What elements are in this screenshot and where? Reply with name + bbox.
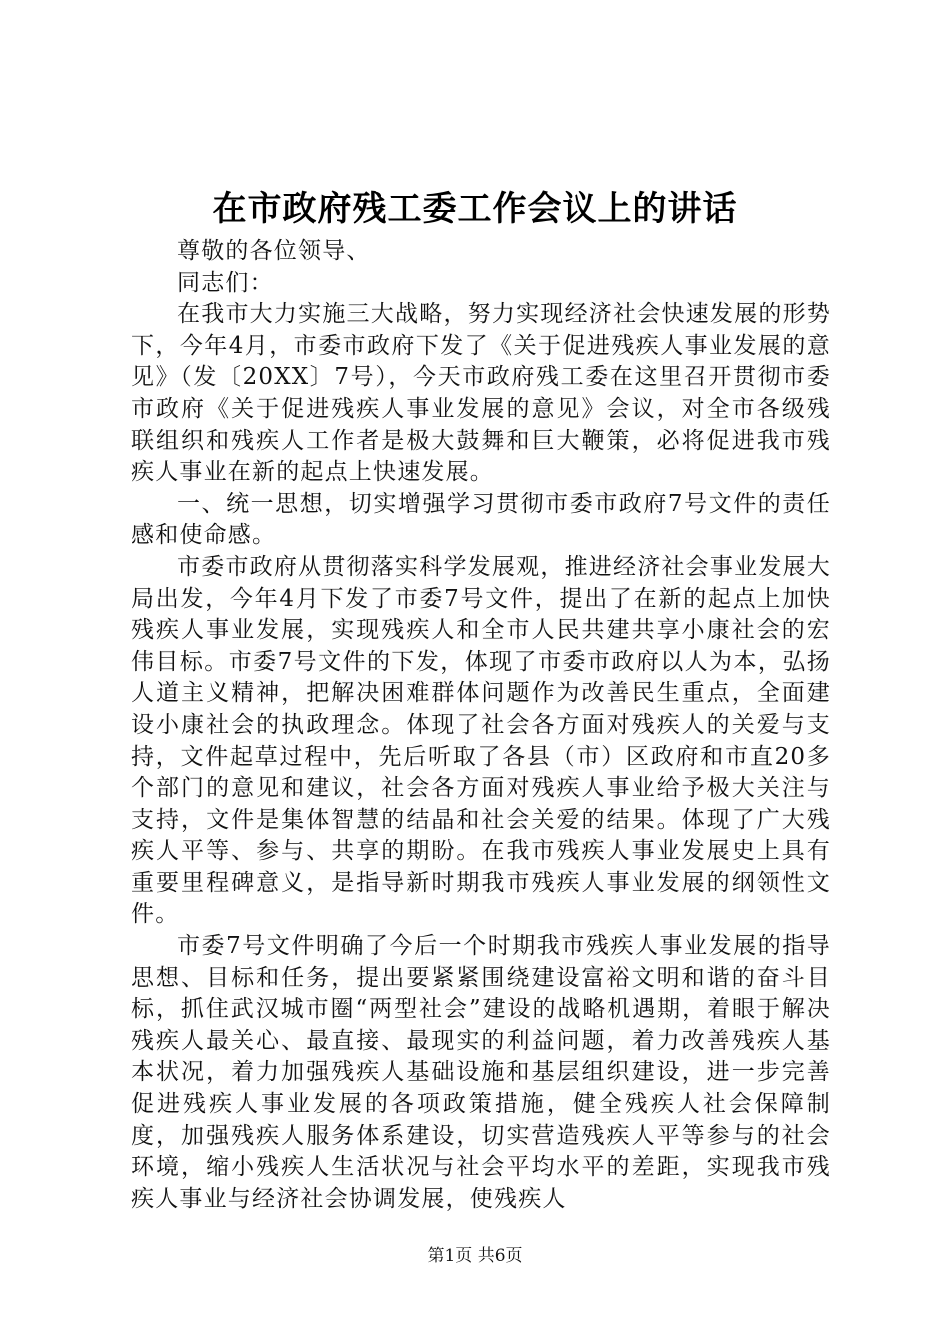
document-body — [131, 236, 831, 1215]
page-footer: 第1页 共6页 — [427, 1246, 523, 1266]
section-heading-1: 一、统一思想，切实增强学习贯彻市委市政府7号文件的责任感和使命感。 — [131, 490, 831, 549]
paragraph-section-1a: 市委市政府从贯彻落实科学发展观，推进经济社会事业发展大局出发，今年4月下发了市委7号文件，提出了在新的起点上加快残疾人事业发展，实现残疾人和全市人民共建共享小康社会的宏伟目标。市委7号文件的下发，体现了市委市政府以人为本，弘扬人道主义精神，把解决困难群体问题作为改善民生重点，全面建设小康社会的执政理念。体现了社会各方面对残疾人的关爱与支持，文件起草过程中，先后听取了各县（市）区政府和市直20多个部门的意见和建议，社会各方面对残疾人事业给予极大关注与支持，文件是集体智慧的结晶和社会关爱的结果。体现了广大残疾人平等、参与、共享的期盼。在我市残疾人事业发展史上具有重要里程碑意义，是指导新时期我市残疾人事业发展的纲领性文件。 — [131, 553, 831, 928]
salutation-line-2: 同志们： — [177, 269, 274, 296]
salutation-line-1: 尊敬的各位领导、 — [177, 238, 371, 264]
paragraph-intro: 在我市大力实施三大战略，努力实现经济社会快速发展的形势下，今年4月，市委市政府下发了《关于促进残疾人事业发展的意见》（发〔20XX〕7号），今天市政府残工委在这里召开贯彻市委市政府《关于促进残疾人事业发展的意见》会议，对全市各级残联组织和残疾人工作者是极大鼓舞和巨大鞭策，必将促进我市残疾人事业在新的起点上快速发展。 — [131, 301, 831, 486]
document-title: 在市政府残工委工作会议上的讲话 — [212, 189, 738, 229]
paragraph-section-1b: 市委7号文件明确了今后一个时期我市残疾人事业发展的指导思想、目标和任务，提出要紧紧围绕建设富裕文明和谐的奋斗目标，抓住武汉城市圈“两型社会”建设的战略机遇期，着眼于解决残疾人最关心、最直接、最现实的利益问题，着力改善残疾人基本状况，着力加强残疾人基础设施和基层组织建设，进一步完善促进残疾人事业发展的各项政策措施，健全残疾人社会保障制度，加强残疾人服务体系建设，切实营造残疾人平等参与的社会环境，缩小残疾人生活状况与社会平均水平的差距，实现我市残疾人事业与经济社会协调发展，使残疾人 — [131, 933, 831, 1212]
